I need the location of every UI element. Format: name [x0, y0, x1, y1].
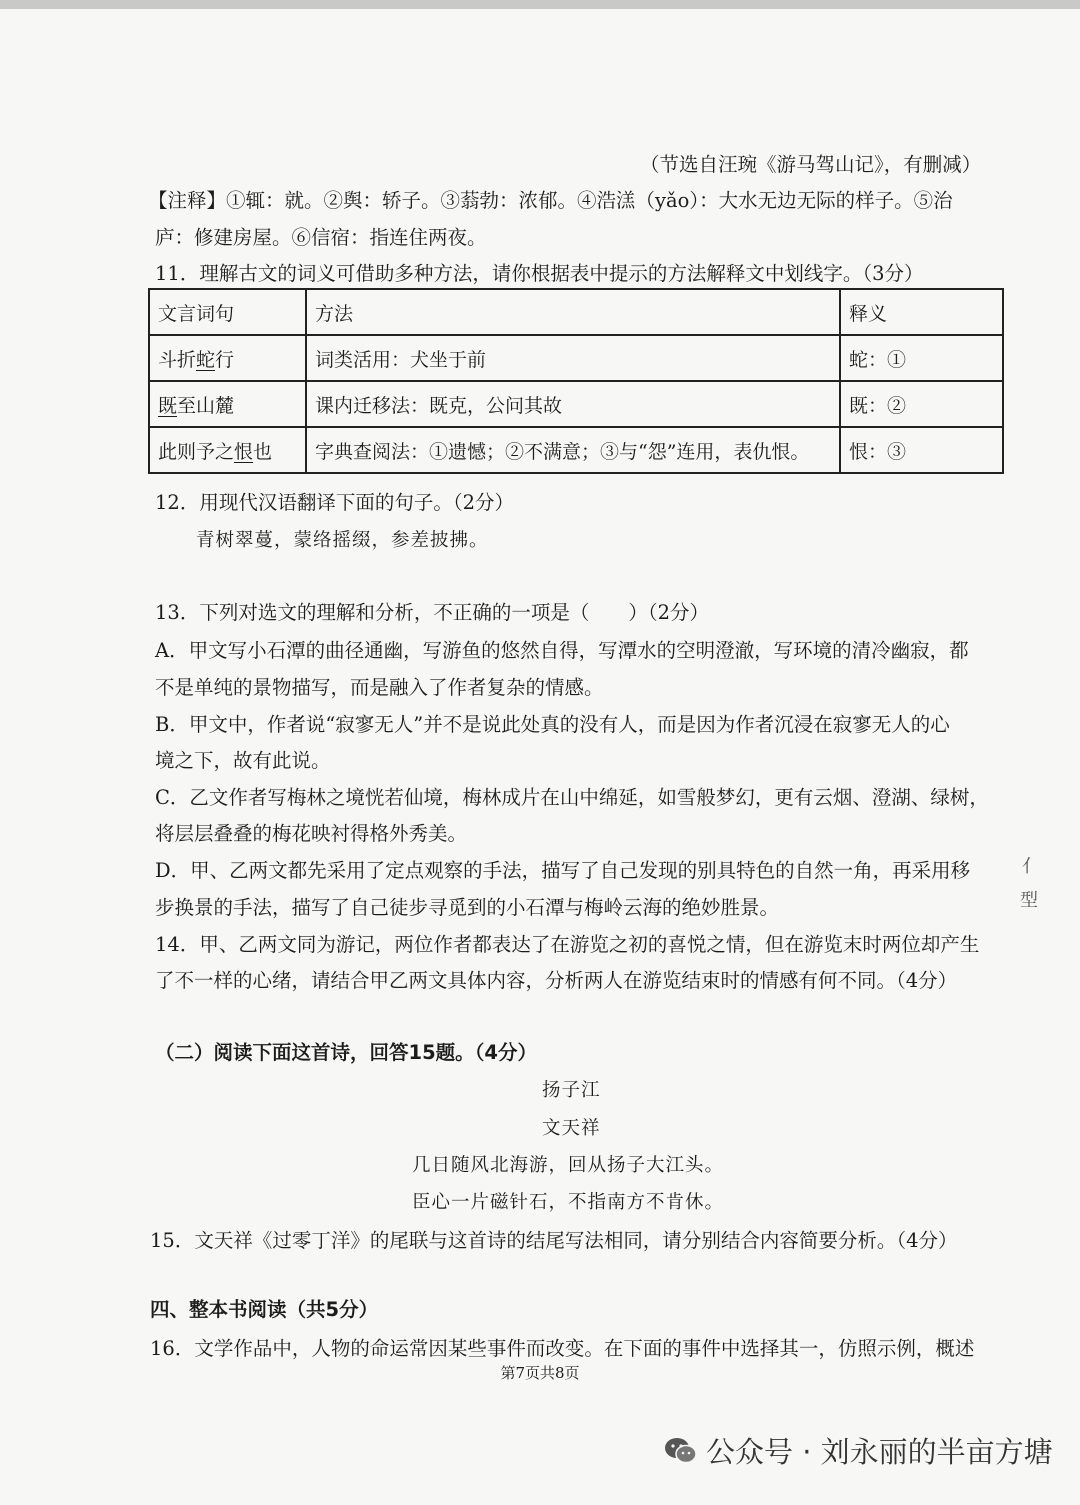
q12-sentence: 青树翠蔓，蒙络摇缀，参差披拂。	[196, 530, 489, 551]
watermark	[664, 1430, 1053, 1471]
q15-stem: 15．文天祥《过零丁洋》的尾联与这首诗的结尾写法相同，请分别结合内容简要分析。（4分）	[150, 1229, 958, 1252]
q13-line: A．甲文写小石潭的曲径通幽，写游鱼的悠然自得，写潭水的空明澄澈，写环境的清冷幽寂，都	[155, 639, 969, 662]
source-note: （节选自汪琬《游马驾山记》，有删减）	[640, 153, 982, 176]
top-scan-edge	[0, 0, 1080, 9]
row-phrase: 斗折蛇行	[149, 335, 306, 381]
section4-heading: 四、整本书阅读（共5分）	[150, 1298, 379, 1321]
row-phrase: 既至山麓	[149, 381, 306, 427]
poem-title: 扬子江	[542, 1080, 601, 1101]
poem-line-2: 臣心一片磁针石，不指南方不肯休。	[412, 1192, 725, 1213]
notes-line-2: 庐：修建房屋。⑥信宿：指连住两夜。	[155, 226, 487, 249]
underlined-word: 既	[158, 394, 178, 417]
wechat-icon	[664, 1436, 698, 1466]
q13-line: 将层层叠叠的梅花映衬得格外秀美。	[155, 822, 468, 845]
q11-table	[148, 288, 1004, 474]
q13-line: 不是单纯的景物描写，而是融入了作者复杂的情感。	[155, 676, 604, 699]
q13-line: 境之下，故有此说。	[155, 749, 331, 772]
header-method: 方法	[306, 289, 840, 335]
table-row	[149, 335, 1003, 381]
watermark-text: 公众号 · 刘永丽的半亩方塘	[706, 1435, 1053, 1469]
poem-line-1: 几日随风北海游，回从扬子大江头。	[412, 1155, 725, 1176]
underlined-word: 恨	[234, 440, 254, 463]
page-number: 第7页共8页	[500, 1364, 580, 1382]
section2-heading: （二）阅读下面这首诗，回答15题。（4分）	[155, 1041, 537, 1064]
q13-line: D．甲、乙两文都先采用了定点观察的手法，描写了自己发现的别具特色的自然一角，再采用移	[155, 859, 971, 882]
notes-line-1: 【注释】①辄：就。②舆：轿子。③蓊勃：浓郁。④浩溔（yǎo）：大水无边无际的样子。⑤治	[148, 189, 953, 212]
row-method: 课内迁移法：既克，公问其故	[306, 381, 840, 427]
q13-line: B．甲文中，作者说“寂寥无人”并不是说此处真的没有人，而是因为作者沉浸在寂寥无人的心	[155, 713, 950, 736]
row-meaning: 既：②	[840, 381, 1003, 427]
row-meaning: 恨：③	[840, 427, 1003, 473]
q14-line-2: 了不一样的心绪，请结合甲乙两文具体内容，分析两人在游览结束时的情感有何不同。（4分）	[155, 969, 958, 992]
row-meaning: 蛇：①	[840, 335, 1003, 381]
row-phrase: 此则予之恨也	[149, 427, 306, 473]
underlined-word: 蛇	[196, 348, 216, 371]
q11-stem: 11．理解古文的词义可借助多种方法，请你根据表中提示的方法解释文中划线字。（3分）	[155, 262, 924, 285]
q16-stem: 16．文学作品中，人物的命运常因某些事件而改变。在下面的事件中选择其一，仿照示例，概述	[150, 1337, 975, 1360]
q13-line: C．乙文作者写梅林之境恍若仙境，梅林成片在山中绵延，如雪般梦幻，更有云烟、澄湖、绿树，	[155, 786, 989, 809]
q13-stem: 13．下列对选文的理解和分析，不正确的一项是（ ）（2分）	[155, 601, 709, 624]
table-row	[149, 427, 1003, 473]
header-meaning: 释义	[840, 289, 1003, 335]
row-method: 字典查阅法：①遗憾；②不满意；③与“怨”连用，表仇恨。	[306, 427, 840, 473]
row-method: 词类活用：犬坐于前	[306, 335, 840, 381]
margin-mark: 亻	[1022, 856, 1040, 877]
q14-line-1: 14．甲、乙两文同为游记，两位作者都表达了在游览之初的喜悦之情，但在游览末时两位却产生	[155, 933, 980, 956]
table-header-row	[149, 289, 1003, 335]
header-phrase: 文言词句	[149, 289, 306, 335]
q12-stem: 12．用现代汉语翻译下面的句子。（2分）	[155, 491, 514, 514]
table-row	[149, 381, 1003, 427]
margin-mark: 型	[1020, 890, 1038, 911]
q13-line: 步换景的手法，描写了自己徒步寻觅到的小石潭与梅岭云海的绝妙胜景。	[155, 896, 780, 919]
poem-author: 文天祥	[542, 1118, 601, 1139]
